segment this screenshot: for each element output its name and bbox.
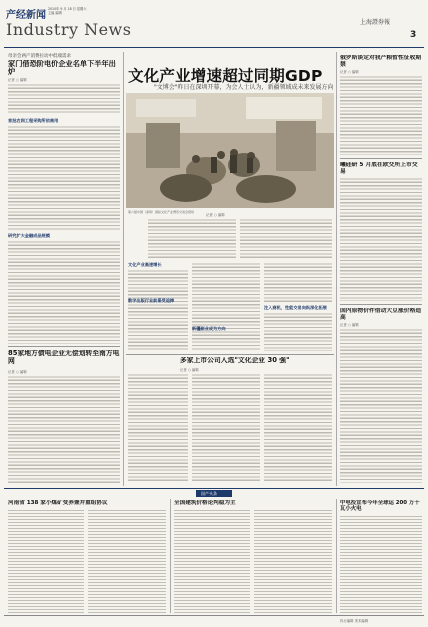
- left-byline: 记者 ○ 编辑: [8, 78, 27, 82]
- lead-body-col-c1: [264, 262, 332, 302]
- right-byline-1: 记者 ○ 编辑: [340, 70, 359, 74]
- lead-deck: "文博会"昨日在深圳开幕，为会人士认为，新疆领域成未来发展方向: [154, 84, 334, 91]
- col-sep-left: [123, 52, 124, 486]
- bottom-body-1b: [88, 509, 166, 613]
- left-subhead-2: 研究扩大金融成品规模: [8, 233, 50, 238]
- bottom-rule: [4, 488, 424, 489]
- right-headline-3: 国内原物价件借动大豆涨价格造高: [340, 308, 422, 321]
- left-kicker: 母亲会两产消费拉动中低端需求: [8, 54, 71, 59]
- bottom-headline-2: 全国建筑价格论判稳为主: [174, 500, 236, 506]
- feature-headline: 多家上市公司入选"文化企业 30 强": [180, 357, 290, 364]
- bottom-label: 国产头条: [201, 491, 217, 496]
- lead-subhead-3: 新疆副业成为方向: [192, 326, 226, 331]
- page-number: 3: [410, 30, 417, 40]
- right-headline-2: 曦硅研 5 月底在欧交所上市交易: [340, 162, 418, 175]
- left-subhead-1: 首批农网工程采购所依商用: [8, 118, 59, 123]
- exhibition-photo: [126, 93, 334, 208]
- section-title-en: Industry News: [6, 20, 132, 39]
- lead-intro-col-2: [240, 218, 332, 258]
- masthead: [4, 4, 424, 42]
- left-body-4: [8, 375, 120, 483]
- footer-text: 执行编辑 美术编辑: [340, 619, 369, 623]
- right-body-3: [340, 328, 422, 483]
- section-title-cn: 产经新闻: [6, 10, 46, 21]
- lead-body-col-b1: [192, 262, 260, 351]
- masthead-rule: [4, 47, 424, 48]
- bottom-sep-2: [336, 499, 337, 613]
- bottom-body-1a: [8, 509, 84, 613]
- lead-body-col-a1: [128, 269, 188, 351]
- lead-subhead-4: 注入商机，性能交易向纵深化拓展: [264, 305, 327, 310]
- right-body-1: [340, 75, 422, 155]
- bottom-body-2a: [174, 509, 250, 613]
- lead-subhead-2: 数字出版行业前景受追捧: [128, 298, 175, 303]
- exhibition-scene-image: [126, 93, 334, 208]
- col-sep-right: [336, 52, 337, 486]
- bottom-headline-1: 河南省 138 家小煤矿变养兼并重组协议: [8, 500, 108, 506]
- bottom-body-3: [340, 515, 422, 613]
- right-byline-3: 记者 ○ 编辑: [340, 323, 359, 327]
- lead-byline: 记者 ○ 编辑: [206, 213, 225, 217]
- feature-body-col-1: [128, 373, 188, 483]
- left-divider: [8, 346, 120, 347]
- feature-divider: [126, 354, 334, 355]
- feature-body-col-3: [264, 373, 332, 483]
- photo-caption: 第六届中国（深圳）国际文化产业博览交易会现场: [128, 210, 195, 214]
- feature-body-col-2: [192, 373, 260, 483]
- right-divider-2: [340, 304, 422, 305]
- left-body-2: [8, 125, 120, 231]
- lead-intro-col-1: [148, 218, 236, 258]
- bottom-sep-1: [170, 499, 171, 613]
- lead-subhead-1: 文化产业高速增长: [128, 262, 162, 267]
- bottom-body-2b: [254, 509, 332, 613]
- left-body-1: [8, 83, 120, 115]
- left-byline-2: 记者 ○ 编辑: [8, 370, 27, 374]
- right-headline-1: 俄罗斯谈定对我产粮暂性征收期禁: [340, 55, 422, 68]
- left-body-3: [8, 240, 120, 344]
- dateline: 2010年 9 月 18 日 星期六 主编 编辑: [48, 7, 87, 15]
- lead-body-col-c2: [264, 312, 332, 351]
- right-body-2: [340, 177, 422, 301]
- left-headline: 家门借恐阶电价企业名单下半年出炉: [8, 60, 116, 77]
- paper-name: 上海證券報: [360, 19, 391, 26]
- lead-headline: 文化产业增速超过同期GDP: [128, 67, 323, 85]
- footer-rule: [4, 615, 424, 616]
- feature-byline: 记者 ○ 编辑: [180, 368, 199, 372]
- bottom-headline-3: 中电投宣布今年全球运 200 万千瓦小火电: [340, 500, 420, 513]
- left-headline-2: 85家地方债电企业无偿划转至南方电网: [8, 350, 120, 365]
- right-divider-1: [340, 158, 422, 159]
